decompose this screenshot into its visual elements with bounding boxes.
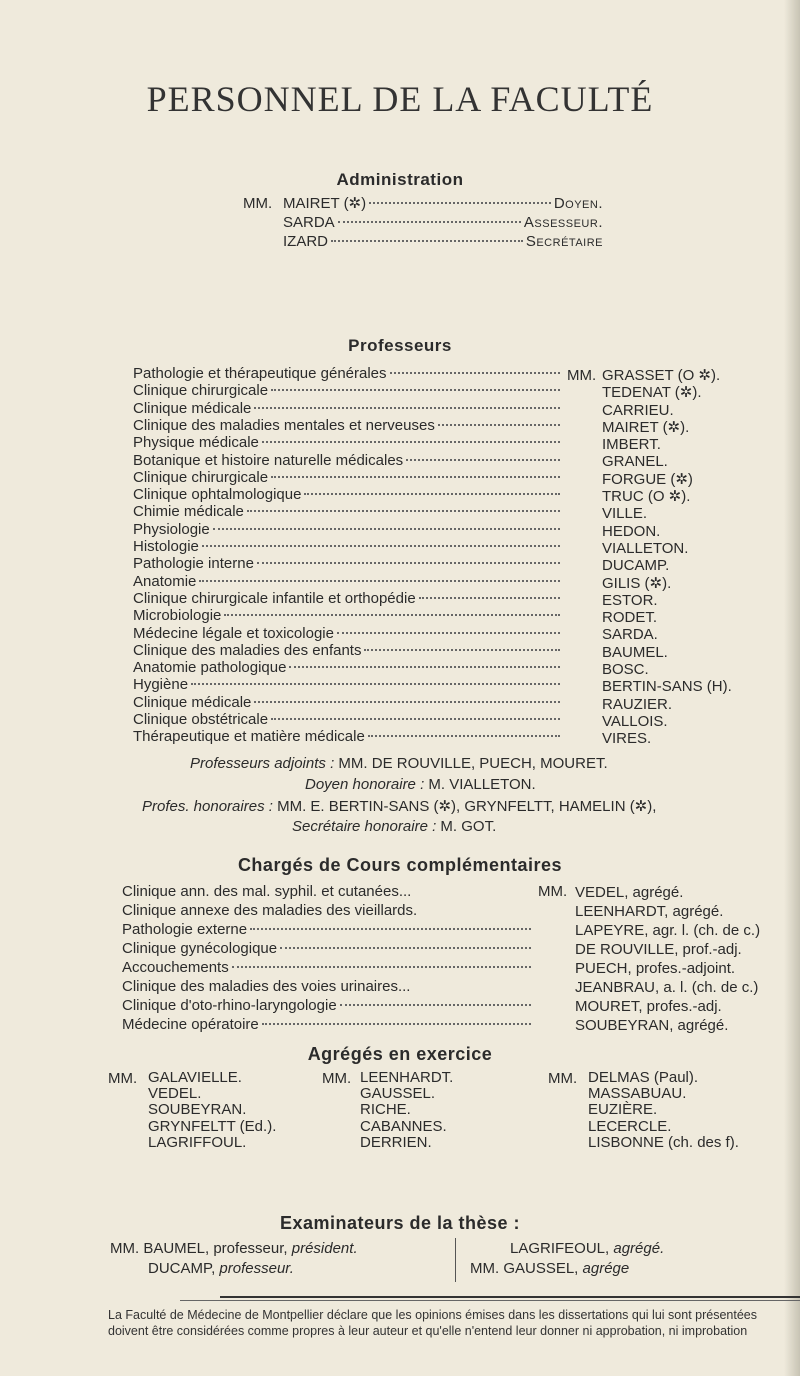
- agreges-heading: Agrégés en exercice: [307, 1044, 493, 1064]
- charge-name: DE ROUVILLE, prof.-adj.: [575, 941, 742, 958]
- administration-row: [283, 233, 603, 251]
- examinateur-name: MM. GAUSSEL,: [470, 1260, 579, 1277]
- leader-dots: [199, 580, 560, 582]
- chair-row: [133, 382, 563, 400]
- leader-dots: [262, 1023, 531, 1025]
- leader-dots: [368, 735, 560, 737]
- chair-label: Clinique des maladies mentales et nerveuses: [133, 416, 435, 434]
- chair-row: [133, 659, 563, 677]
- leader-dots: [438, 424, 560, 426]
- chair-row: [133, 711, 563, 729]
- chair-row: [133, 417, 563, 435]
- examinateur: [110, 1240, 358, 1257]
- professor-name: CARRIEU.: [602, 401, 674, 419]
- professor-name: GRASSET (O ✲).: [602, 367, 721, 384]
- adjoints-label: Professeurs adjoints :: [190, 755, 335, 772]
- leader-dots: [191, 683, 560, 685]
- administration-role: Secrétaire: [525, 233, 603, 250]
- chair-row: [133, 555, 563, 573]
- chair-row: [133, 694, 563, 712]
- charge-name: SOUBEYRAN, agrégé.: [575, 1017, 729, 1034]
- agrege-name: GRYNFELTT (Ed.).: [148, 1117, 277, 1135]
- course-label: Clinique annexe des maladies des vieillards.: [122, 902, 418, 919]
- agrege-name: LEENHARDT.: [360, 1069, 454, 1086]
- leader-dots: [247, 510, 560, 512]
- examinateur-role: agrége: [582, 1260, 630, 1277]
- course-label: Médecine opératoire: [122, 1016, 259, 1033]
- chair-label: Clinique des maladies des enfants: [133, 641, 362, 659]
- charges-names: [575, 883, 760, 1035]
- doyen-honoraire: [305, 776, 536, 793]
- agrege-name: DERRIEN.: [360, 1133, 432, 1151]
- chair-label: Clinique chirurgicale: [133, 382, 269, 400]
- chair-row: [133, 434, 563, 452]
- chair-label: Médecine légale et toxicologie: [133, 624, 334, 642]
- chair-row: [133, 400, 563, 418]
- leader-dots: [289, 666, 560, 668]
- professeurs-heading: Professeurs: [348, 336, 452, 355]
- course-label: Clinique gynécologique: [122, 940, 278, 957]
- leader-dots: [232, 966, 531, 968]
- administration-role: Doyen.: [553, 195, 603, 212]
- examinateur: [470, 1260, 629, 1277]
- doyen-honoraire-label: Doyen honoraire :: [305, 776, 425, 793]
- chair-label: Clinique chirurgicale: [133, 468, 269, 486]
- agrege-name: SOUBEYRAN.: [148, 1101, 247, 1119]
- agrege-name: DELMAS (Paul).: [588, 1069, 699, 1086]
- agrege-name: CABANNES.: [360, 1117, 447, 1135]
- examinateur-role: président.: [291, 1240, 358, 1257]
- footnote-rule: [220, 1296, 800, 1298]
- chair-row: [133, 728, 563, 746]
- examinateur: [148, 1260, 294, 1277]
- chair-row: [133, 573, 563, 591]
- professor-name: VIALLETON.: [602, 539, 689, 557]
- page-title: PERSONNEL DE LA FACULTÉ: [146, 79, 654, 119]
- leader-dots: [280, 947, 531, 949]
- agrege-name: LISBONNE (ch. des f).: [588, 1133, 739, 1151]
- administration-row: [283, 195, 603, 213]
- leader-dots: [364, 649, 560, 651]
- leader-dots: [224, 614, 560, 616]
- honoraires-names: MM. E. BERTIN-SANS (✲), GRYNFELTT, HAMELIN (✲),: [277, 798, 657, 815]
- chair-label: Microbiologie: [133, 607, 222, 625]
- charge-name: LAPEYRE, agr. l. (ch. de c.): [575, 922, 761, 939]
- professor-name: RAUZIER.: [602, 695, 673, 713]
- chair-label: Thérapeutique et matière médicale: [133, 728, 365, 746]
- agrege-name: LAGRIFFOUL.: [148, 1133, 247, 1151]
- leader-dots: [331, 240, 523, 242]
- professor-name: BAUMEL.: [602, 643, 668, 661]
- chair-label: Pathologie interne: [133, 555, 254, 573]
- professor-name: ESTOR.: [602, 591, 658, 609]
- leader-dots: [202, 545, 560, 547]
- professor-name: VALLOIS.: [602, 712, 668, 730]
- agreges-column-3: [588, 1070, 739, 1151]
- leader-dots: [406, 459, 560, 461]
- examinateur-name: MM. BAUMEL, professeur,: [110, 1240, 288, 1257]
- leader-dots: [271, 718, 560, 720]
- course-label: Clinique des maladies des voies urinaires...: [122, 978, 411, 995]
- leader-dots: [271, 389, 560, 391]
- examinateurs-heading: Examinateurs de la thèse :: [279, 1213, 521, 1233]
- course-label: Pathologie externe: [122, 921, 248, 938]
- professor-name: IMBERT.: [602, 436, 661, 454]
- examinateur-role: agrégé.: [613, 1240, 665, 1257]
- professor-name: SARDA.: [602, 626, 658, 644]
- agrege-name: RICHE.: [360, 1101, 411, 1119]
- secretaire-honoraire: [292, 818, 496, 835]
- honoraires-label: Profes. honoraires :: [142, 798, 273, 815]
- charges-heading: Chargés de Cours complémentaires: [237, 855, 563, 875]
- professeurs-adjoints: [190, 755, 608, 772]
- agreges-prefix-1: MM.: [108, 1070, 138, 1087]
- leader-dots: [390, 372, 560, 374]
- professor-name: HEDON.: [602, 522, 661, 540]
- agreges-column-1: [148, 1070, 276, 1151]
- administration-name: MAIRET (✲): [283, 195, 367, 212]
- chair-label: Anatomie pathologique: [133, 659, 287, 677]
- agrege-name: MASSABUAU.: [588, 1085, 687, 1103]
- professor-name: RODET.: [602, 609, 658, 627]
- doyen-honoraire-name: M. VIALLETON.: [428, 776, 536, 793]
- chair-label: Hygiène: [133, 676, 189, 694]
- agrege-name: VEDEL.: [148, 1085, 202, 1103]
- examinateurs-divider: [455, 1238, 456, 1282]
- professeurs-prefix: MM.: [567, 367, 597, 384]
- charge-name: MOURET, profes.-adj.: [575, 998, 722, 1015]
- chair-label: Clinique obstétricale: [133, 711, 269, 728]
- examinateur: [510, 1240, 664, 1257]
- charges-prefix: MM.: [538, 883, 568, 900]
- professor-name: MAIRET (✲).: [602, 418, 690, 436]
- agreges-prefix-2: MM.: [322, 1070, 352, 1087]
- course-label: Accouchements: [122, 959, 229, 976]
- agrege-name: GAUSSEL.: [360, 1085, 436, 1103]
- adjoints-names: MM. DE ROUVILLE, PUECH, MOURET.: [338, 755, 608, 772]
- chair-row: [133, 469, 563, 487]
- course-label: Clinique d'oto-rhino-laryngologie: [122, 997, 337, 1014]
- chair-row: [133, 590, 563, 608]
- professor-name: VIRES.: [602, 730, 652, 748]
- administration-heading: Administration: [336, 170, 464, 189]
- agreges-column-2: [360, 1070, 453, 1151]
- administration-row: [283, 214, 603, 232]
- chair-row: [133, 452, 563, 470]
- charge-name: JEANBRAU, a. l. (ch. de c.): [575, 979, 759, 996]
- chair-label: Clinique médicale: [133, 693, 252, 711]
- charge-name: LEENHARDT, agrégé.: [575, 903, 724, 920]
- professeurs-honoraires: [142, 797, 656, 815]
- chair-row: [133, 503, 563, 521]
- professor-name: TRUC (O ✲).: [602, 488, 691, 506]
- chair-row: [133, 538, 563, 556]
- chair-row: [133, 676, 563, 694]
- leader-dots: [340, 1004, 531, 1006]
- course-row: [122, 997, 534, 1015]
- leader-dots: [419, 597, 560, 599]
- chair-label: Pathologie et thérapeutique générales: [133, 365, 387, 382]
- examinateur-name: LAGRIFEOUL,: [510, 1240, 610, 1257]
- footnote-rule-thin: [180, 1300, 800, 1301]
- charge-name: VEDEL, agrégé.: [575, 884, 684, 901]
- professor-name: BOSC.: [602, 661, 649, 679]
- chair-label: Physiologie: [133, 520, 210, 538]
- administration-name: IZARD: [283, 233, 328, 250]
- leader-dots: [338, 221, 521, 223]
- course-row: [122, 1016, 534, 1034]
- professor-name: TEDENAT (✲).: [602, 384, 702, 402]
- secretaire-honoraire-label: Secrétaire honoraire :: [292, 818, 437, 835]
- course-row: [122, 978, 534, 996]
- leader-dots: [254, 407, 560, 409]
- professor-name: GRANEL.: [602, 453, 668, 471]
- administration-prefix: MM.: [243, 195, 273, 212]
- professor-name: VILLE.: [602, 505, 648, 523]
- leader-dots: [262, 441, 560, 443]
- chair-row: [133, 521, 563, 539]
- chair-label: Clinique ophtalmologique: [133, 486, 302, 504]
- chair-row: [133, 625, 563, 643]
- professor-name: DUCAMP.: [602, 557, 670, 575]
- professor-name: FORGUE (✲): [602, 470, 693, 488]
- examinateur-role: professeur.: [219, 1260, 294, 1277]
- chair-row: [133, 365, 563, 383]
- course-row: [122, 902, 534, 920]
- leader-dots: [257, 562, 560, 564]
- chair-label: Physique médicale: [133, 434, 259, 452]
- professor-name: GILIS (✲).: [602, 574, 672, 592]
- chair-row: [133, 607, 563, 625]
- chair-label: Chimie médicale: [133, 503, 244, 521]
- administration-role: Assesseur.: [523, 214, 603, 231]
- professor-name: BERTIN-SANS (H).: [602, 678, 732, 696]
- chair-label: Botanique et histoire naturelle médicales: [133, 451, 404, 469]
- leader-dots: [337, 632, 560, 634]
- course-row: [122, 940, 534, 958]
- course-row: [122, 959, 534, 977]
- administration-name: SARDA: [283, 214, 335, 231]
- agreges-prefix-3: MM.: [548, 1070, 578, 1087]
- leader-dots: [369, 202, 551, 204]
- charge-name: PUECH, profes.-adjoint.: [575, 960, 736, 977]
- chair-label: Histologie: [133, 538, 199, 555]
- leader-dots: [304, 493, 560, 495]
- agrege-name: GALAVIELLE.: [148, 1069, 242, 1086]
- secretaire-honoraire-name: M. GOT.: [440, 818, 497, 835]
- leader-dots: [250, 928, 531, 930]
- leader-dots: [213, 528, 560, 530]
- examinateur-name: DUCAMP,: [148, 1260, 216, 1277]
- chair-row: [133, 642, 563, 660]
- leader-dots: [254, 701, 560, 703]
- course-label: Clinique ann. des mal. syphil. et cutanées...: [122, 883, 412, 900]
- chair-label: Anatomie: [133, 572, 197, 590]
- professeurs-names: [602, 367, 732, 748]
- page-edge-shadow: [784, 0, 800, 1376]
- course-row: [122, 921, 534, 939]
- course-row: [122, 883, 534, 901]
- agrege-name: EUZIÈRE.: [588, 1101, 658, 1119]
- chair-label: Clinique chirurgicale infantile et orthopédie: [133, 589, 416, 607]
- leader-dots: [271, 476, 560, 478]
- chair-label: Clinique médicale: [133, 399, 252, 417]
- faculty-disclaimer: La Faculté de Médecine de Montpellier déclare que les opinions émises dans les dissertations qui lui sont présentées doivent être considérées comme propres à leur auteur et qu'elle n'entend leur donner ni approbation, ni improbation: [108, 1308, 757, 1338]
- chair-row: [133, 486, 563, 504]
- agrege-name: LECERCLE.: [588, 1117, 672, 1135]
